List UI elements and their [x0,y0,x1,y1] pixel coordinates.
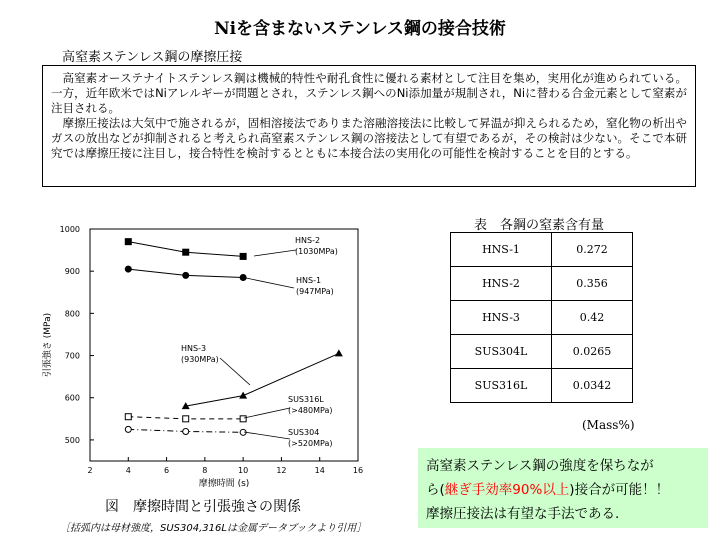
joint-efficiency-highlight: 継ぎ手効率90%以上 [444,482,570,498]
data-point [125,426,131,432]
series-hns-2 [125,236,338,260]
section-subtitle: 高窒素ステンレス鋼の摩擦圧接 [62,50,243,65]
conclusion-line-1: 高窒素ステンレス鋼の強度を保ちなが [426,458,654,474]
data-point [183,416,189,422]
series-hns-1 [125,266,334,296]
nitrogen-value: 0.0265 [552,335,633,369]
series-base-strength: (>520MPa) [288,439,333,448]
conclusion-line-2-prefix: ら( [426,482,445,498]
x-tick-label: 12 [276,466,287,475]
series-layer [125,236,343,448]
y-tick-label: 500 [64,435,80,445]
series-label: HNS-3 [181,344,207,353]
series-label: HNS-2 [295,236,321,245]
table-row [451,233,633,267]
label-leader-line [244,408,290,418]
x-tick-label: 16 [352,466,364,475]
intro-paragraph-1: 高窒素オーステナイトステンレス鋼は機械的特性や耐孔食性に優れる素材として注目を集め，実用化が進められている。一方，近年欧米ではNiアレルギーが問題とされ，ステンレス鋼へのNi添加量が規制され，Niに替わる合金元素として窒素が注目される。 [51,71,687,115]
nitrogen-content-table [450,232,633,403]
page-title: Niを含まないステンレス鋼の接合技術 [214,19,506,39]
data-point [125,414,131,420]
table-row [451,335,633,369]
steel-name: HNS-2 [451,267,552,301]
x-tick-label: 2 [87,466,93,475]
y-tick-label: 900 [64,267,80,277]
figure-caption: 図 摩擦時間と引張強さの関係 [105,499,301,515]
y-tick-label: 1000 [59,225,80,234]
steel-name: HNS-3 [451,301,552,335]
x-tick-label: 6 [164,466,170,475]
x-tick-label: 10 [238,466,249,475]
y-axis-label: 引張強さ (MPa) [43,312,53,378]
label-leader-line [244,432,290,439]
y-tick-label: 700 [64,351,80,361]
conclusion-box [418,448,708,528]
series-base-strength: (947MPa) [296,287,334,296]
x-axis-label: 摩擦時間 (s) [198,479,250,489]
plot-frame [90,229,358,461]
y-tick-label: 800 [64,309,80,319]
data-point [335,349,343,356]
table-row [451,369,633,403]
series-base-strength: (1030MPa) [295,247,338,256]
intro-box [42,65,696,187]
nitrogen-value: 0.0342 [552,369,633,403]
table-row [451,301,633,335]
data-point [240,253,247,260]
table-row [451,267,633,301]
y-tick-label: 600 [64,393,80,403]
data-point [240,274,247,281]
intro-paragraph-2: 摩擦圧接法は大気中で施されるが，固相溶接法でありまた溶融溶接法に比較して昇温が抑えられるため，窒化物の析出やガスの放出などが抑制されると考えられ高窒素ステンレス鋼の溶接法として有望であるが，その検討は少ない。そこで本研究では摩擦圧接に注目し，接合特性を検討するとともに本接合法の実用化の可能性を検討することを目的とする。 [51,116,687,160]
conclusion-line-2 [426,478,700,502]
series-sus304 [125,426,332,448]
x-tick-label: 8 [202,466,208,475]
steel-name: SUS316L [451,369,552,403]
axis-ticks [60,225,363,475]
nitrogen-value: 0.272 [552,233,633,267]
table-unit: (Mass%) [582,418,635,432]
data-point [182,272,189,279]
series-sus316l [125,395,332,422]
nitrogen-value: 0.42 [552,301,633,335]
label-leader-line [246,278,294,288]
data-point [183,428,189,434]
figure-note: ［括弧内は母材強度，SUS304,316Lは金属データブックより引用］ [60,523,367,534]
data-point [239,392,247,399]
tensile-strength-chart [0,212,410,497]
label-leader-line [220,358,250,385]
x-tick-label: 4 [125,466,131,475]
table-title: 表 各鋼の窒素含有量 [474,218,605,233]
data-point [240,416,246,422]
conclusion-line-2-suffix: )接合が可能！！ [569,482,670,498]
data-point [125,238,132,245]
steel-name: SUS304L [451,335,552,369]
data-point [182,249,189,256]
label-leader-line [254,250,296,256]
x-tick-label: 14 [314,466,325,475]
conclusion-line-3: 摩擦圧接法は有望な手法である. [426,506,620,522]
series-base-strength: (930MPa) [181,355,219,364]
series-base-strength: (>480MPa) [288,406,333,415]
series-label: SUS304 [288,428,320,437]
steel-name: HNS-1 [451,233,552,267]
data-point [125,266,132,273]
series-label: SUS316L [288,395,324,404]
nitrogen-value: 0.356 [552,267,633,301]
series-label: HNS-1 [296,276,322,285]
